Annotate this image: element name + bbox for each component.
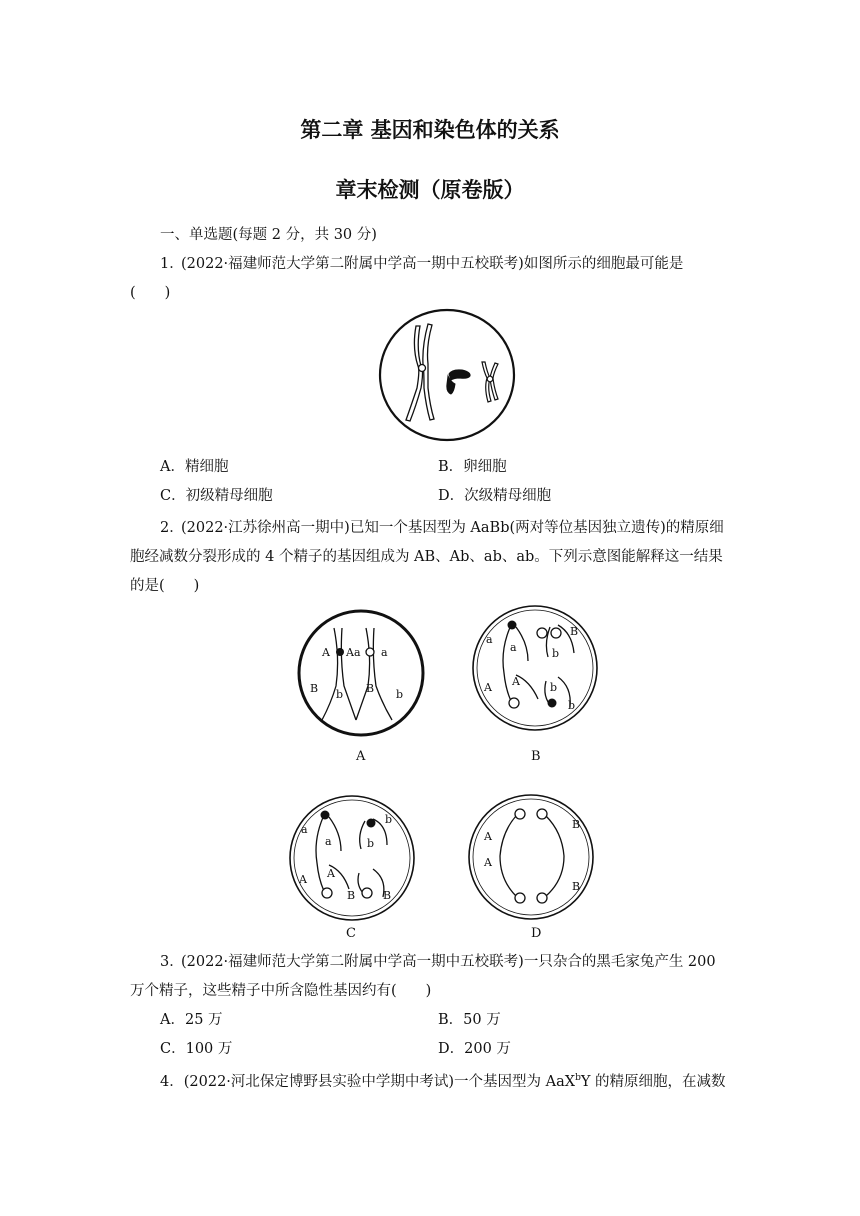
gene-label: b — [367, 837, 375, 850]
question-2-number: 2． — [160, 520, 184, 536]
question-2-line-1: (2022·江苏徐州高一期中)已知一个基因型为 AaBb(两对等位基因独立遗传)的精原细 — [181, 520, 724, 536]
gene-label: A — [484, 830, 492, 843]
question-4-number-text: 4． — [160, 1073, 184, 1090]
question-2-figure-a — [296, 608, 426, 738]
gene-label: b — [396, 688, 404, 701]
gene-label: B — [310, 682, 319, 695]
question-2-figure-c — [287, 793, 417, 923]
question-3-line-1: (2022·福建师范大学第二附属中学高一期中五校联考)一只杂合的黑毛家兔产生 200 — [181, 954, 716, 970]
section-heading: 一、单选题(每题 2 分，共 30 分) — [160, 227, 377, 243]
gene-label: B — [366, 682, 375, 695]
question-1-option-a: A．精细胞 — [160, 459, 229, 475]
question-1-number: 1． — [160, 256, 184, 272]
question-3-option-a: A．25 万 — [160, 1012, 223, 1028]
question-1-option-d: D．次级精母细胞 — [438, 488, 552, 504]
question-3-line-2: 万个精子，这些精子中所含隐性基因约有( ) — [130, 983, 432, 999]
gene-label: A — [484, 856, 492, 869]
gene-label: Aa — [346, 646, 361, 659]
document-subtitle: 章末检测（原卷版） — [335, 178, 525, 202]
gene-label: A — [322, 646, 330, 659]
question-3-option-b: B．50 万 — [438, 1012, 501, 1028]
question-4-superscript: b — [575, 1073, 581, 1083]
gene-label: B — [570, 625, 579, 638]
question-2-figure-b — [470, 603, 600, 733]
question-4-line-1: (2022·河北保定博野县实验中学期中考试)一个基因型为 AaX — [183, 1073, 576, 1090]
question-4-number — [160, 1068, 726, 1092]
gene-label: b — [385, 813, 393, 826]
question-1-option-b: B．卵细胞 — [438, 459, 507, 475]
gene-label: A — [299, 873, 307, 886]
gene-label: B — [383, 889, 392, 902]
question-3-number: 3． — [160, 954, 184, 970]
gene-label: a — [381, 646, 388, 659]
question-1-line-2: ( ) — [130, 285, 171, 301]
gene-label: A — [512, 675, 520, 688]
question-1-option-c: C．初级精母细胞 — [160, 488, 273, 504]
gene-label: B — [572, 818, 581, 831]
figure-label-b: B — [531, 749, 541, 764]
question-3-option-d: D．200 万 — [438, 1041, 511, 1057]
gene-label: a — [486, 633, 493, 646]
question-1-line-1: (2022·福建师范大学第二附属中学高一期中五校联考)如图所示的细胞最可能是 — [181, 256, 684, 272]
gene-label: a — [510, 641, 517, 654]
gene-label: A — [327, 867, 335, 880]
gene-label: A — [484, 681, 492, 694]
gene-label: b — [568, 699, 576, 712]
figure-label-a: A — [356, 749, 366, 764]
figure-label-d: D — [531, 926, 542, 941]
gene-label: a — [325, 835, 332, 848]
chapter-title: 第二章 基因和染色体的关系 — [300, 118, 560, 142]
question-3-option-c: C．100 万 — [160, 1041, 233, 1057]
gene-label: a — [301, 823, 308, 836]
gene-label: b — [336, 688, 344, 701]
gene-label: b — [550, 681, 558, 694]
figure-label-c: C — [346, 926, 356, 941]
gene-label: B — [347, 889, 356, 902]
question-1-cell-figure — [378, 308, 516, 442]
question-2-line-3: 的是( ) — [130, 578, 200, 594]
gene-label: B — [572, 880, 581, 893]
question-4-line-1-end: Y 的精原细胞，在减数 — [580, 1073, 726, 1090]
question-2-line-2: 胞经减数分裂形成的 4 个精子的基因组成为 AB、Ab、ab、ab。下列示意图能解释这一结果 — [130, 549, 723, 565]
gene-label: b — [552, 647, 560, 660]
question-2-figure-d — [466, 792, 596, 922]
